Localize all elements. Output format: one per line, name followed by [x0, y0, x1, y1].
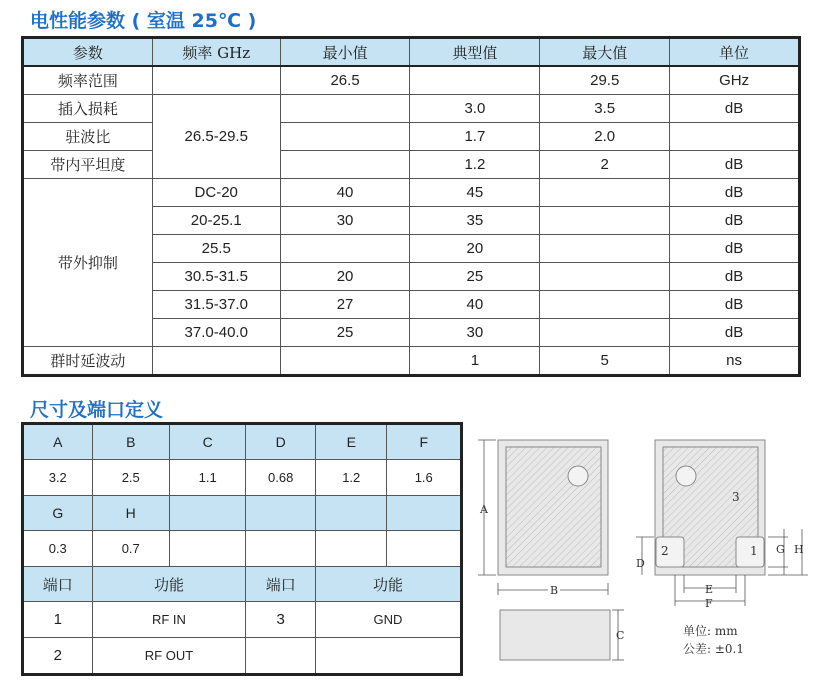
max-cell [540, 207, 670, 235]
func-header-cell: 功能 [92, 567, 246, 602]
min-cell [280, 95, 410, 123]
table-row [23, 95, 800, 123]
typ-cell: 1 [410, 347, 540, 376]
max-cell [540, 263, 670, 291]
typ-cell: 40 [410, 291, 540, 319]
bottom-view [655, 440, 765, 575]
typ-cell [410, 66, 540, 95]
dim-h-label: H [794, 543, 804, 556]
dims-section-title: 尺寸及端口定义 [30, 399, 164, 421]
max-cell [540, 235, 670, 263]
port-number-cell: 1 [23, 602, 93, 638]
typ-cell: 1.7 [410, 123, 540, 151]
dim-value-row [23, 460, 462, 496]
dim-label-cell: D [246, 424, 316, 460]
dim-label-cell [246, 496, 316, 531]
dim-value-cell [387, 531, 462, 567]
port-header-row [23, 567, 462, 602]
pin-2-label: 2 [661, 544, 669, 558]
min-cell: 27 [280, 291, 410, 319]
dim-value-cell: 1.6 [387, 460, 462, 496]
typ-cell: 35 [410, 207, 540, 235]
header-cell: 单位 [670, 38, 800, 67]
port-row [23, 602, 462, 638]
dimension-a [478, 440, 496, 575]
param-cell: 群时延波动 [23, 347, 153, 376]
dim-f-label: F [705, 597, 713, 610]
min-cell: 25 [280, 319, 410, 347]
port-number-cell: 3 [246, 602, 316, 638]
dim-label-row [23, 424, 462, 460]
min-cell [280, 151, 410, 179]
dim-value-cell [169, 531, 245, 567]
dim-value-cell: 2.5 [92, 460, 169, 496]
unit-cell: dB [670, 291, 800, 319]
dim-label-cell: C [169, 424, 245, 460]
port-header-cell: 端口 [246, 567, 316, 602]
min-cell [280, 123, 410, 151]
port-function-cell: RF IN [92, 602, 246, 638]
max-cell: 2.0 [540, 123, 670, 151]
port-number-cell: 2 [23, 638, 93, 675]
typ-cell: 1.2 [410, 151, 540, 179]
port-function-cell [315, 638, 461, 675]
min-cell: 30 [280, 207, 410, 235]
dim-value-cell: 1.1 [169, 460, 245, 496]
dim-c-label: C [616, 629, 625, 642]
dim-value-cell: 0.3 [23, 531, 93, 567]
dimension-d [636, 537, 654, 575]
min-cell: 26.5 [280, 66, 410, 95]
perf-section-title: 电性能参数 ( 室温 25℃ ) [30, 10, 257, 32]
table-row [23, 179, 800, 207]
port-number-cell [246, 638, 316, 675]
side-view [500, 610, 624, 660]
max-cell: 5 [540, 347, 670, 376]
header-cell: 最大值 [540, 38, 670, 67]
dim-label-row [23, 496, 462, 531]
unit-cell: dB [670, 235, 800, 263]
freq-cell: 30.5-31.5 [152, 263, 280, 291]
unit-cell: ns [670, 347, 800, 376]
param-cell: 带外抑制 [23, 179, 153, 347]
header-cell: 典型值 [410, 38, 540, 67]
param-cell: 驻波比 [23, 123, 153, 151]
dim-label-cell: G [23, 496, 93, 531]
dim-label-cell: A [23, 424, 93, 460]
typ-cell: 20 [410, 235, 540, 263]
table-row [23, 151, 800, 179]
param-cell: 插入损耗 [23, 95, 153, 123]
max-cell [540, 179, 670, 207]
max-cell [540, 319, 670, 347]
min-cell [280, 347, 410, 376]
unit-cell: GHz [670, 66, 800, 95]
port-function-cell: RF OUT [92, 638, 246, 675]
typ-cell: 30 [410, 319, 540, 347]
freq-cell: DC-20 [152, 179, 280, 207]
param-cell: 频率范围 [23, 66, 153, 95]
max-cell [540, 291, 670, 319]
unit-cell: dB [670, 179, 800, 207]
dimension-g-h [768, 529, 808, 575]
unit-cell: dB [670, 151, 800, 179]
freq-cell: 26.5-29.5 [152, 95, 280, 179]
unit-cell [670, 123, 800, 151]
port-header-cell: 端口 [23, 567, 93, 602]
pin-3-label: 3 [732, 490, 740, 504]
typ-cell: 45 [410, 179, 540, 207]
dimension-e [684, 575, 736, 596]
header-cell: 参数 [23, 38, 153, 67]
dim-value-cell: 0.68 [246, 460, 316, 496]
min-cell: 20 [280, 263, 410, 291]
header-cell: 频率 GHz [152, 38, 280, 67]
dim-label-cell: H [92, 496, 169, 531]
dim-value-cell [315, 531, 387, 567]
max-cell: 29.5 [540, 66, 670, 95]
typ-cell: 25 [410, 263, 540, 291]
dim-value-cell: 0.7 [92, 531, 169, 567]
dim-label-cell [387, 496, 462, 531]
unit-cell: dB [670, 319, 800, 347]
tolerance-note: 公差: ±0.1 [683, 642, 744, 656]
unit-cell: dB [670, 95, 800, 123]
min-cell: 40 [280, 179, 410, 207]
dim-g-label: G [776, 543, 785, 556]
dimensions-table [21, 422, 463, 676]
freq-cell [152, 347, 280, 376]
table-header-row [23, 38, 800, 67]
performance-table [21, 36, 801, 377]
dim-label-cell: E [315, 424, 387, 460]
package-outline-drawing [470, 425, 815, 675]
freq-cell: 20-25.1 [152, 207, 280, 235]
dim-label-cell: F [387, 424, 462, 460]
dim-value-row [23, 531, 462, 567]
dimension-b [498, 583, 608, 597]
dim-e-label: E [705, 583, 714, 596]
dim-d-label: D [636, 557, 645, 570]
max-cell: 2 [540, 151, 670, 179]
freq-cell: 37.0-40.0 [152, 319, 280, 347]
param-cell: 带内平坦度 [23, 151, 153, 179]
dim-b-label: B [550, 584, 559, 597]
pin-1-label: 1 [750, 544, 758, 558]
dim-label-cell [315, 496, 387, 531]
port-function-cell: GND [315, 602, 461, 638]
freq-cell: 25.5 [152, 235, 280, 263]
dim-label-cell [169, 496, 245, 531]
dim-value-cell: 1.2 [315, 460, 387, 496]
dim-value-cell [246, 531, 316, 567]
top-view [498, 440, 608, 575]
dim-value-cell: 3.2 [23, 460, 93, 496]
unit-cell: dB [670, 207, 800, 235]
typ-cell: 3.0 [410, 95, 540, 123]
port-row [23, 638, 462, 675]
header-cell: 最小值 [280, 38, 410, 67]
unit-cell: dB [670, 263, 800, 291]
dim-a-label: A [480, 503, 488, 516]
max-cell: 3.5 [540, 95, 670, 123]
dim-label-cell: B [92, 424, 169, 460]
table-row [23, 66, 800, 95]
freq-cell [152, 66, 280, 95]
freq-cell: 31.5-37.0 [152, 291, 280, 319]
min-cell [280, 235, 410, 263]
func-header-cell: 功能 [315, 567, 461, 602]
table-row [23, 347, 800, 376]
table-row [23, 123, 800, 151]
unit-note: 单位: mm [683, 624, 738, 638]
